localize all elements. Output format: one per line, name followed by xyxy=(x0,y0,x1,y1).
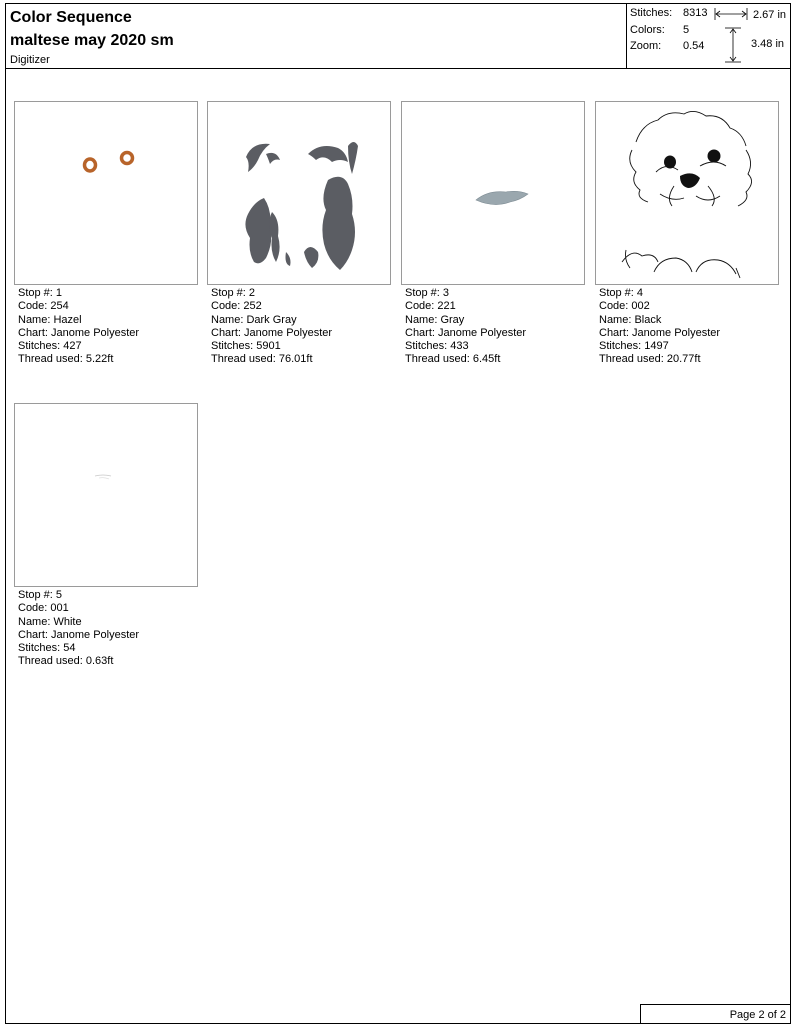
design-stats-panel xyxy=(626,4,791,68)
design-file-name: maltese may 2020 sm xyxy=(10,32,174,49)
thread-name: Name: Black xyxy=(599,313,662,326)
design-height: 3.48 in xyxy=(751,38,785,50)
stop-number: Stop #: 5 xyxy=(18,589,63,601)
stop-5-preview xyxy=(14,403,198,587)
page-footer xyxy=(640,1004,790,1023)
thread-used: Thread used: 0.63ft xyxy=(18,655,114,668)
thread-name: Name: Dark Gray xyxy=(211,313,297,326)
white-highlight-icon xyxy=(15,404,199,588)
stitch-count: Stitches: 54 xyxy=(18,642,76,655)
document-subtitle: Digitizer xyxy=(10,54,50,66)
thread-chart: Chart: Janome Polyester xyxy=(18,628,140,641)
thread-chart: Chart: Janome Polyester xyxy=(18,326,140,339)
document-title: Color Sequence xyxy=(10,9,132,26)
thread-used: Thread used: 76.01ft xyxy=(211,353,313,366)
stop-number: Stop #: 1 xyxy=(18,287,63,299)
thread-chart: Chart: Janome Polyester xyxy=(211,326,333,339)
colors-label: Colors: xyxy=(630,24,665,36)
stop-2-preview xyxy=(207,101,391,285)
stitches-label: Stitches: xyxy=(630,7,673,19)
stop-1-preview xyxy=(14,101,198,285)
dark-gray-fur-icon xyxy=(208,102,392,286)
stitch-count: Stitches: 5901 xyxy=(211,340,281,353)
thread-name: Name: White xyxy=(18,615,82,628)
stop-1-info xyxy=(18,287,202,367)
stitches-value: 8313 xyxy=(683,7,708,19)
stitch-count: Stitches: 427 xyxy=(18,340,82,353)
colors-value: 5 xyxy=(683,24,690,36)
stop-4-info xyxy=(599,287,783,367)
hazel-eyes-icon xyxy=(15,102,199,286)
page-number: Page 2 of 2 xyxy=(729,1009,786,1021)
thread-code: Code: 252 xyxy=(211,300,262,313)
stop-5-info xyxy=(18,589,202,669)
thread-code: Code: 254 xyxy=(18,300,69,313)
black-outline-dog-icon xyxy=(596,102,780,286)
thread-used: Thread used: 20.77ft xyxy=(599,353,701,366)
thread-name: Name: Gray xyxy=(405,313,465,326)
zoom-label: Zoom: xyxy=(630,40,662,52)
stop-3-info xyxy=(405,287,589,367)
thread-name: Name: Hazel xyxy=(18,313,82,326)
zoom-value: 0.54 xyxy=(683,40,705,52)
gray-nose-icon xyxy=(402,102,586,286)
thread-code: Code: 002 xyxy=(599,300,650,313)
stop-number: Stop #: 4 xyxy=(599,287,644,299)
design-width: 2.67 in xyxy=(753,9,787,21)
thread-chart: Chart: Janome Polyester xyxy=(599,326,721,339)
stop-4-preview xyxy=(595,101,779,285)
thread-used: Thread used: 6.45ft xyxy=(405,353,501,366)
stitch-count: Stitches: 1497 xyxy=(599,340,669,353)
stop-2-info xyxy=(211,287,395,367)
thread-used: Thread used: 5.22ft xyxy=(18,353,114,366)
thread-code: Code: 221 xyxy=(405,300,456,313)
stop-number: Stop #: 3 xyxy=(405,287,450,299)
stop-number: Stop #: 2 xyxy=(211,287,256,299)
stitch-count: Stitches: 433 xyxy=(405,340,469,353)
page-header xyxy=(5,3,791,69)
thread-code: Code: 001 xyxy=(18,602,69,615)
stop-3-preview xyxy=(401,101,585,285)
thread-chart: Chart: Janome Polyester xyxy=(405,326,527,339)
